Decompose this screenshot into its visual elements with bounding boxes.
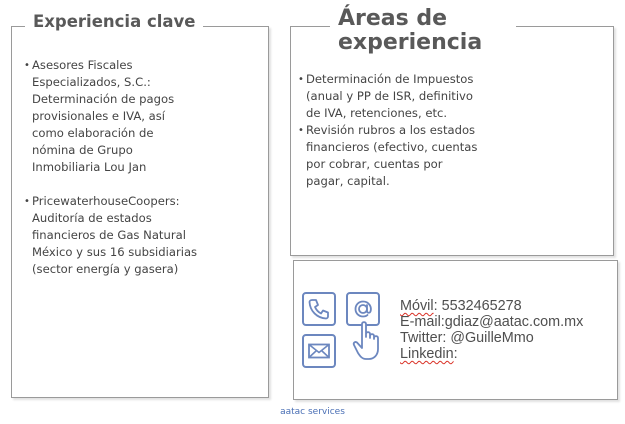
list-item: • Determinación de Impuestos (anual y PP de ISR, definitivo de IVA, retenciones, etc. <box>298 71 478 122</box>
areas-of-experience-list <box>298 71 478 190</box>
list-item: • PricewaterhouseCoopers: Auditoría de estados financieros de Gas Natural México y sus 16 subsidiarias (sector energía y gasera) <box>24 193 199 278</box>
key-experience-title: Experiencia clave <box>25 13 203 30</box>
pointing-hand-icon <box>352 318 384 362</box>
list-item: • Revisión rubros a los estados financieros (efectivo, cuentas por cobrar, cuentas por pagar, capital. <box>298 122 478 190</box>
phone-icon <box>302 292 336 326</box>
mobile-row <box>400 298 583 314</box>
linkedin-label: Linkedin <box>400 346 454 362</box>
list-item: • Asesores Fiscales Especializados, S.C.: Determinación de pagos provisionales e IVA, así como elaboración de nómina de Grupo Inmobiliaria Lou Jan <box>24 57 199 176</box>
email-row: E-mail:gdiaz@aatac.com.mx <box>400 314 584 330</box>
envelope-icon <box>302 334 336 368</box>
mobile-value: : 5532465278 <box>433 298 522 314</box>
areas-of-experience-title: Áreas de experiencia <box>330 7 516 55</box>
twitter-row: Twitter: @GuilleMmo <box>400 330 534 346</box>
key-experience-list <box>24 57 199 295</box>
footer-brand: aatac services <box>280 407 345 417</box>
mobile-label: Móvil <box>400 298 434 314</box>
contact-info <box>400 298 583 362</box>
linkedin-value: : <box>453 346 458 362</box>
linkedin-row <box>400 346 583 362</box>
